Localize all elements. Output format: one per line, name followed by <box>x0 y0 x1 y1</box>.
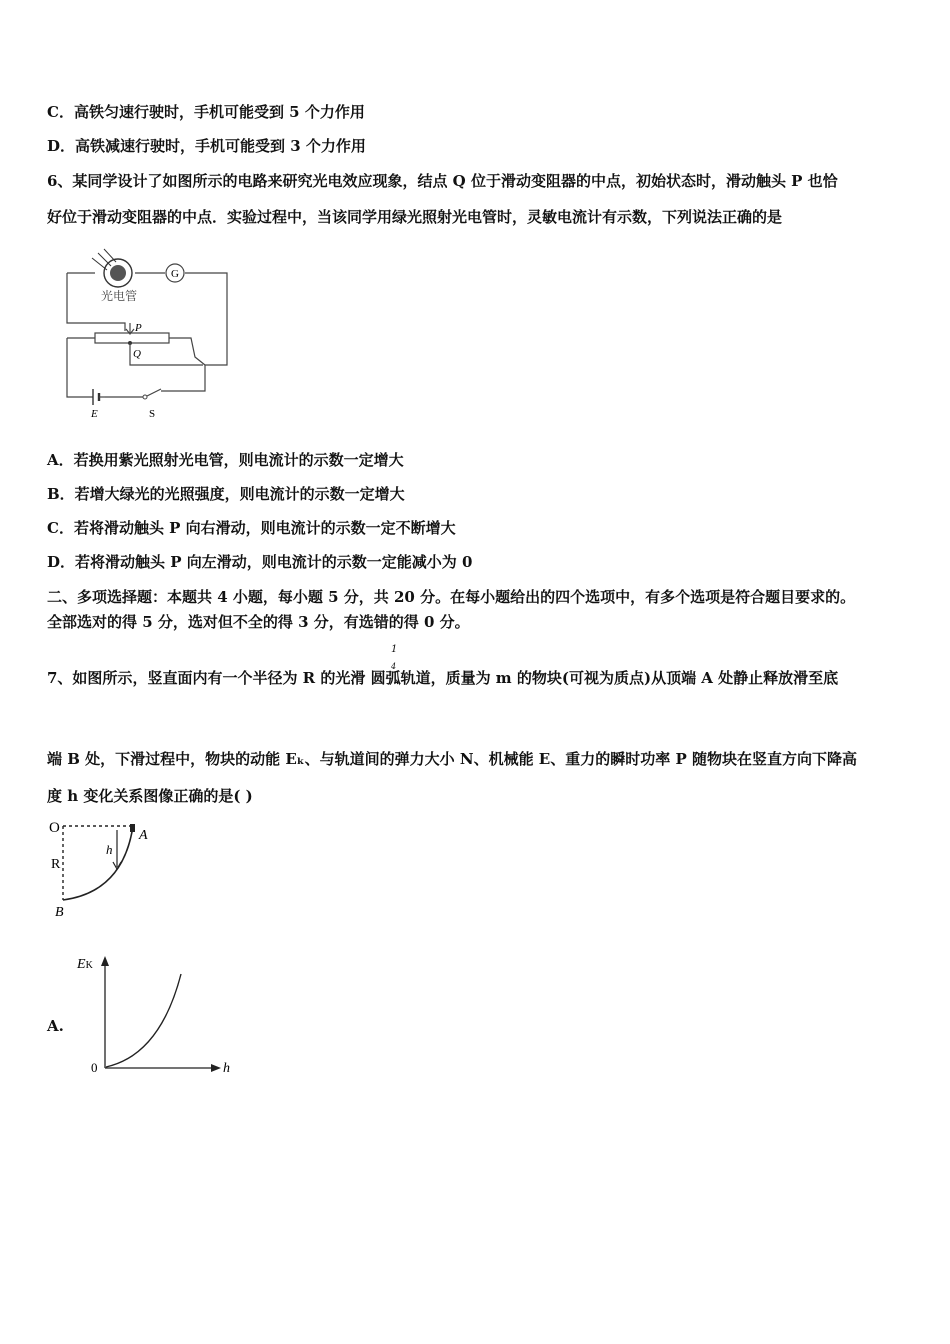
e-label: E <box>91 408 98 420</box>
q7-option-a-label: A. <box>47 1017 64 1035</box>
q5-option-d: D．高铁减速行驶时，手机可能受到 3 个力作用 <box>47 137 366 155</box>
section2-line2: 全部选对的得 5 分，选对但不全的得 3 分，有选错的得 0 分。 <box>47 613 470 631</box>
h-label: h <box>106 842 113 857</box>
q6-stem-line2: 好位于滑动变阻器的中点．实验过程中，当该同学用绿光照射光电管时，灵敏电流计有示数，下列说法正确的是 <box>47 208 783 226</box>
q6-option-b: B．若增大绿光的光照强度，则电流计的示数一定增大 <box>47 485 405 503</box>
p-label: P <box>135 322 142 334</box>
fraction-top: 1 <box>391 644 398 655</box>
fraction-bottom: 4 <box>391 662 397 671</box>
q6-stem-line1: 6、某同学设计了如图所示的电路来研究光电效应现象，结点 Q 位于滑动变阻器的中点，初始状态时，滑动触头 P 也恰 <box>47 172 838 190</box>
q6-option-c: C．若将滑动触头 P 向右滑动，则电流计的示数一定不断增大 <box>47 519 456 537</box>
q7-stem-line3: 度 h 变化关系图像正确的是( ) <box>47 787 253 805</box>
r-label: R <box>51 857 61 872</box>
section2-line1: 二、多项选择题：本题共 4 小题，每小题 5 分，共 20 分。在每小题给出的四个选项中，有多个选项是符合题目要求的。 <box>47 588 856 606</box>
o-label: O <box>49 820 60 836</box>
galvanometer-label: G <box>171 268 179 280</box>
y-axis-label: EK <box>77 957 93 972</box>
q5-option-c: C．高铁匀速行驶时，手机可能受到 5 个力作用 <box>47 103 365 121</box>
x-axis-label: h <box>223 1061 230 1076</box>
tube-label: 光电管 <box>101 289 138 303</box>
b-label: B <box>55 905 64 920</box>
a-label: A <box>139 828 148 843</box>
q6-option-a: A．若换用紫光照射光电管，则电流计的示数一定增大 <box>47 451 404 469</box>
q7-stem-line1: 7、如图所示，竖直面内有一个半径为 R 的光滑 圆弧轨道，质量为 m 的物块(可视为质点)从顶端 A 处静止释放滑至底 <box>47 669 839 687</box>
q-label: Q <box>133 348 141 360</box>
circuit-diagram <box>55 245 250 425</box>
q7-stem-line2: 端 B 处，下滑过程中，物块的动能 Eₖ、与轨道间的弹力大小 N、机械能 E、重力的瞬时功率 P 随物块在竖直方向下降高 <box>47 750 857 768</box>
origin-label: 0 <box>91 1060 98 1075</box>
graph-a <box>75 950 240 1080</box>
arc-track-diagram <box>45 812 165 922</box>
q6-option-d: D．若将滑动触头 P 向左滑动，则电流计的示数一定能减小为 0 <box>47 553 473 571</box>
s-label: S <box>149 408 156 420</box>
